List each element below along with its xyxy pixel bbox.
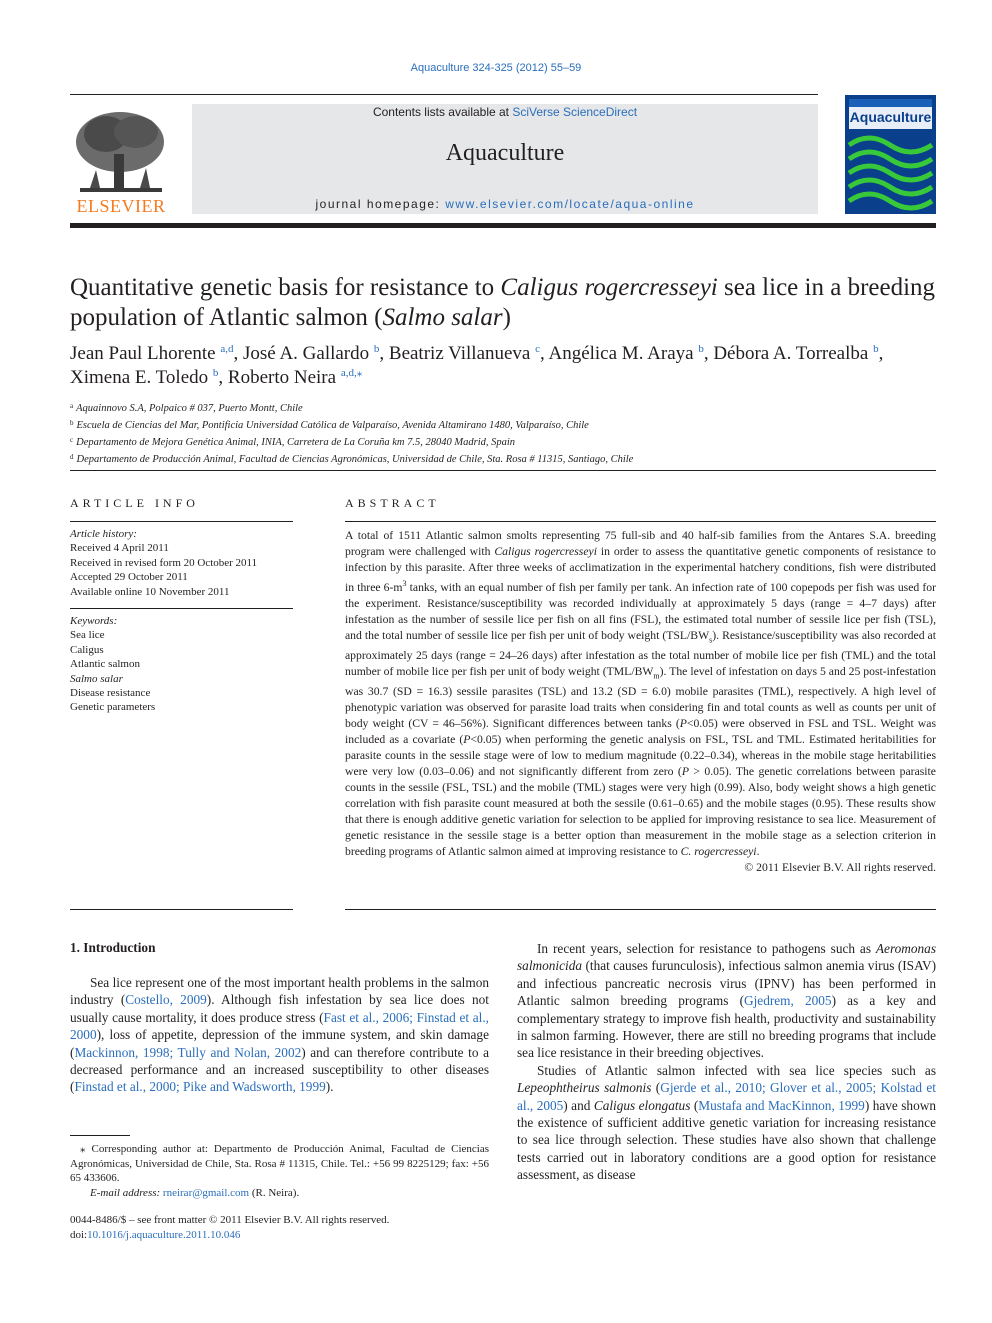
email-link[interactable]: rneirar@gmail.com <box>162 1186 250 1199</box>
affiliation: $^a$ Aquainnovo S.A, Polpaico # 037, Puerto Montt, Chile <box>70 402 303 414</box>
article-info-heading: ARTICLE INFO <box>70 496 199 510</box>
article-history: Article history: Received 4 April 2011 Received in revised form 20 October 2011 Accepted 29 October 2011 Available online 10 November 2011 <box>70 528 258 598</box>
corresponding-author-footnote: ⁎ Corresponding author at: Departmento de Producción Animal, Facultad de Ciencias Agronómicas, Universidad de Chile, Sta. Rosa # 11315, Chile. Tel.: +56 99 8225129; fax: +56 65 433606. E-mail address: rneirar@gmail.com (R. Neira). <box>70 1143 489 1199</box>
author[interactable]: Roberto Neira $^{a,d,⁎}$ <box>227 367 363 388</box>
abstract-text: A total of 1511 Atlantic salmon smolts representing 75 full-sib and 40 half-sib families from the Antares S.A. breeding program were challenged with Caligus rogercresseyi in order to assess the quantitative genetic components of resistance to infection by this parasite. After three weeks of acclimatization in the experimental hatchery conditions, fish were distributed in three $6-m^3$ tanks, with an equal number of fish per family per tank. An infection rate of 100 copepods per fish was used for the experiment. Resistance/susceptibility was recorded individually at approximately 5 days (range = 4–7 days) after infestation as the number of sessile lice per fish on all fins (FSL), the estimated total number of sessile lice per fish (TSL), and the total number of sessile lice per fish per unit of body weight $(TSL/BW_s)$. Resistance/susceptibility was also recorded at approximately 25 days (range = 24–26 days) after infestation as the total number of mobile lice per fish (TML) and the total number of mobile lice per fish per unit of body weight $(TML/BW_m)$. The level of infestation on days 5 and 25 post-infestation was 30.7 (SD = 16.3) sessile parasites (TSL) and 13.2 (SD = 6.0) mobile parasites (TML), respectively. A high level of phenotypic variation was observed for parasite load traits when considering fin and total counts as well as counts per unit of body weight (CV = 46–56%). Significant differences between tanks (P<0.05) were observed in FSL and TSL. Weight was included as a covariate (P<0.05) when performing the genetic analysis on FSL, TSL and TML. Estimated heritabilities for parasite counts in the sessile stage were of low to medium magnitude (0.22–0.34), whereas in the mobile stage heritabilities were very low (0.03–0.06) and not significantly different from zero (P > 0.05). The genetic correlations between parasite counts in the sessile (FSL, TSL) and the mobile (TML) stages were very high (0.99). Also, body weight shows a high genetic correlation with fish parasite count measured at both the sessile (0.61–0.65) and the mobile stages (0.95). These results show that there is enough additive genetic variation for selection to be applied for improving resistance to sea lice. Measurement of genetic resistance in the sessile stage is a better option than measurement in the mobile stage as a selection criterion in breeding programs of Atlantic salmon aimed at improving resistance to C. rogercresseyi. © 2011 Elsevier B.V. All rights reserved. <box>345 529 936 874</box>
author[interactable]: Ximena E. Toledo $^b$ <box>70 367 219 388</box>
header-thick-rule <box>70 223 936 228</box>
keywords: Keywords: Sea lice Caligus Atlantic salmon Salmo salar Disease resistance Genetic parameters <box>70 615 156 714</box>
affiliation: $^d$ Departamento de Producción Animal, Facultad de Ciencias Agronómicas, Universidad de Chile, Sta. Rosa # 11315, Santiago, Chile <box>70 453 634 465</box>
abstract-rule <box>345 909 936 910</box>
abstract-rule <box>345 521 936 522</box>
homepage-link[interactable]: www.elsevier.com/locate/aqua-online <box>445 197 695 211</box>
intro-left-column <box>70 974 489 1096</box>
author[interactable]: Jean Paul Lhorente $^{a,d}$ <box>70 343 234 364</box>
affiliation: $^b$ Escuela de Ciencias del Mar, Pontificia Universidad Católica de Valparaíso, Avenida Altamirano 1480, Valparaíso, Chile <box>70 419 589 431</box>
section-rule <box>70 470 936 471</box>
abstract-heading: ABSTRACT <box>345 496 440 510</box>
citation-link[interactable]: Mackinnon, 1998; Tully and Nolan, 2002 <box>74 1044 302 1060</box>
citation-link[interactable]: Gjerde et al., 2010; Glover et al., 2005; Kolstad et al., 2005 <box>517 1080 936 1113</box>
footnote-rule <box>70 1135 130 1136</box>
journal-cover[interactable] <box>845 95 936 214</box>
citation-link[interactable]: Gjedrem, 2005 <box>744 993 832 1009</box>
citation-link[interactable]: Mustafa and MacKinnon, 1999 <box>698 1097 865 1113</box>
cover-title: Aquaculture <box>849 109 932 125</box>
sciencedirect-link[interactable]: SciVerse ScienceDirect <box>512 105 638 119</box>
info-rule <box>70 608 293 609</box>
journal-citation[interactable]: Aquaculture 324-325 (2012) 55–59 <box>410 62 582 74</box>
header-rule <box>70 94 818 95</box>
journal-homepage: journal homepage: www.elsevier.com/locate/aqua-online <box>315 197 695 211</box>
publisher-name: ELSEVIER <box>76 196 166 216</box>
copyright: © 2011 Elsevier B.V. All rights reserved. <box>744 860 936 874</box>
author[interactable]: Débora A. Torrealba $^b$ <box>713 343 879 364</box>
section-heading: 1. Introduction <box>70 940 156 955</box>
affiliations <box>70 399 940 467</box>
intro-right-column <box>517 940 936 1184</box>
citation-link[interactable]: Fast et al., 2006; Finstad et al., 2000 <box>70 1009 489 1043</box>
author[interactable]: José A. Gallardo $^b$ <box>243 343 380 364</box>
info-rule <box>70 909 293 910</box>
citation-link[interactable]: Costello, 2009 <box>125 992 207 1008</box>
info-rule <box>70 521 293 522</box>
front-matter: 0044-8486/$ – see front matter © 2011 Elsevier B.V. All rights reserved. doi:10.1016/j.aquaculture.2011.10.046 <box>70 1214 390 1241</box>
elsevier-logo[interactable] <box>70 104 172 214</box>
paragraph: Sea lice represent one of the most important health problems in the salmon industry (Costello, 2009). Although fish infestation by sea lice does not usually cause mortality, it does produce stress (Fast et al., 2006; Finstad et al., 2000), loss of appetite, depression of the immune system, and skin damage (Mackinnon, 1998; Tully and Nolan, 2002) and can therefore contribute to a decreased performance and an increased susceptibility to other diseases (Finstad et al., 2000; Pike and Wadsworth, 1999). <box>70 975 489 1095</box>
article-title: Quantitative genetic basis for resistance to Caligus rogercresseyi sea lice in a breeding population of Atlantic salmon (Salmo salar) <box>70 274 936 331</box>
author[interactable]: Angélica M. Araya $^b$ <box>548 343 704 364</box>
author-list: Jean Paul Lhorente $^{a,d}$, José A. Gallardo $^b$, Beatriz Villanueva $^c$, Angélica M. Araya $^b$, Débora A. Torrealba $^b$, Ximena E. Toledo $^b$, Roberto Neira $^{a,d,⁎}$ <box>70 343 884 388</box>
affiliation: $^c$ Departamento de Mejora Genética Animal, INIA, Carretera de La Coruña km 7.5, 28040 Madrid, Spain <box>70 436 516 448</box>
doi-link[interactable]: 10.1016/j.aquaculture.2011.10.046 <box>87 1229 241 1241</box>
journal-title: Aquaculture <box>445 140 565 166</box>
contents-line: Contents lists available at SciVerse ScienceDirect <box>372 105 638 119</box>
paragraph: In recent years, selection for resistance to pathogens such as Aeromonas salmonicida (that causes furunculosis), infectious salmon anemia virus (ISAV) and infectious pancreatic necrosis virus (IPNV) has been performed in Atlantic salmon breeding programs (Gjedrem, 2005) as a key and complementary strategy to improve fish health, productivity and sustainability in salmon farming. However, there are still no breeding programs that include sea lice resistance in their breeding objectives. <box>517 941 936 1061</box>
citation-link[interactable]: Finstad et al., 2000; Pike and Wadsworth, 1999 <box>74 1079 326 1095</box>
paragraph: Studies of Atlantic salmon infected with sea lice species such as Lepeophtheirus salmonis (Gjerde et al., 2010; Glover et al., 2005; Kolstad et al., 2005) and Caligus elongatus (Mustafa and MacKinnon, 1999) have shown the existence of sufficient additive genetic variation for increasing resistance to sea lice through selection. These studies have also shown that challenge tests carried out in laboratory conditions are a good option for resistance assessment, as disease <box>517 1062 936 1183</box>
author[interactable]: Beatriz Villanueva $^c$ <box>388 343 541 364</box>
